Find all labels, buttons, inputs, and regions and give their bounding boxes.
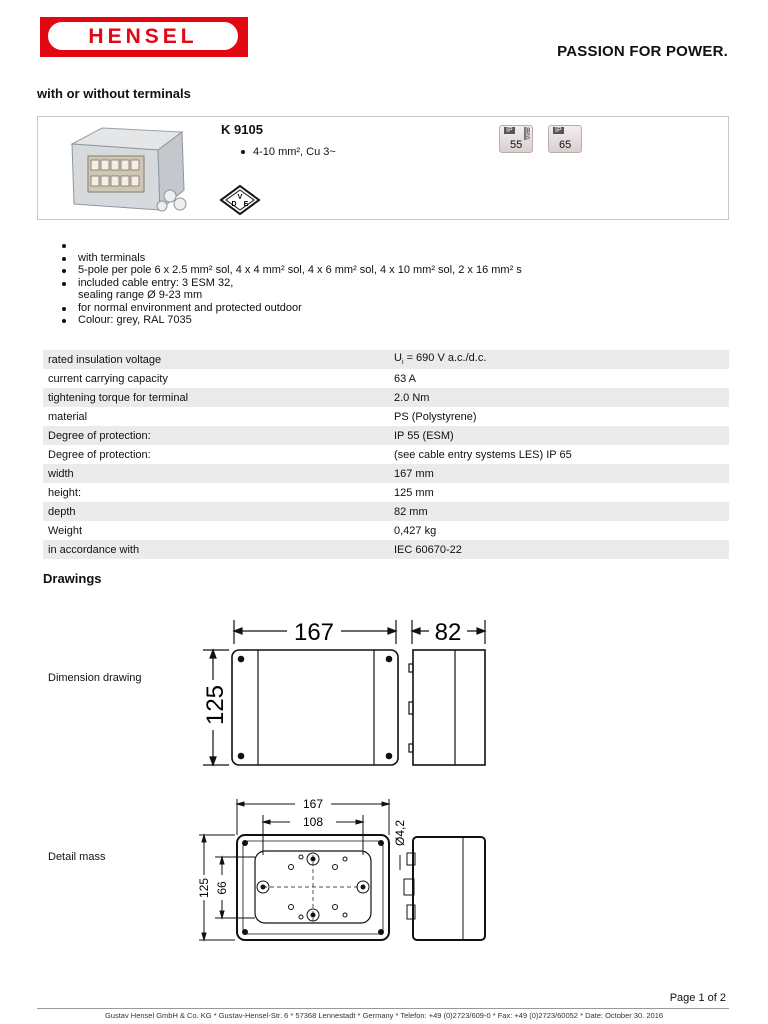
page-number: Page 1 of 2 [669, 992, 726, 1004]
spec-label: Degree of protection: [43, 426, 389, 445]
spec-value: 167 mm [394, 467, 434, 480]
spec-value-cell [389, 464, 729, 483]
spec-label: height: [48, 486, 82, 499]
spec-value: PS (Polystyrene) [394, 410, 477, 423]
spec-label: depth [43, 502, 389, 521]
ip-label: IP [506, 127, 513, 134]
spec-label: Degree of protection: [48, 448, 151, 461]
logo-pill [48, 22, 238, 50]
det-hole-value: Ø4,2 [393, 819, 407, 847]
list-item-text: for normal environment and protected outdoor [78, 301, 302, 314]
spec-label: rated insulation voltage [43, 350, 389, 369]
list-item-continuation [58, 289, 522, 302]
bullet-icon [241, 150, 245, 154]
list-item-text: included cable entry: 3 ESM 32, [78, 276, 234, 289]
spec-value: IEC 60670-22 [394, 543, 462, 556]
bullet-icon [62, 244, 66, 248]
ip65-badge-icon [548, 125, 582, 153]
spec-value-cell [389, 521, 729, 540]
dim-depth-value: 82 [434, 619, 462, 646]
spec-value-cell [389, 483, 729, 502]
esm-label: ESM [524, 127, 530, 141]
spec-value-cell [389, 407, 729, 426]
svg-text:V: V [237, 194, 243, 201]
product-feature [241, 146, 336, 158]
spec-label: width [43, 464, 389, 483]
table-row [43, 407, 729, 426]
spec-label: material [48, 410, 88, 423]
bullet-icon [62, 307, 66, 311]
dimension-drawing [195, 612, 495, 772]
table-row [43, 388, 729, 407]
bullet-icon [62, 257, 66, 261]
list-item-text: 5-pole per pole 6 x 2.5 mm² sol, 4 x 4 mm² sol, 4 x 6 mm² sol, 4 x 10 mm² sol, 2 x 16 mm² s [78, 264, 522, 276]
spec-value: 63 A [394, 372, 417, 385]
spec-value: (see cable entry systems LES) IP 65 [394, 448, 572, 461]
spec-value: 2.0 Nm [394, 391, 430, 404]
table-row [43, 445, 729, 464]
svg-text:D: D [231, 201, 237, 208]
list-item [58, 239, 522, 252]
spec-label: Weight [48, 524, 83, 537]
spec-value-cell [389, 388, 729, 407]
spec-value-prefix: U [394, 352, 402, 365]
spec-value-cell [389, 369, 729, 388]
spec-value-subscript: i [401, 359, 404, 367]
dim-width-value: 167 [293, 619, 335, 646]
spec-label: tightening torque for terminal [43, 388, 389, 407]
product-name: K 9105 [221, 122, 263, 137]
logo-text: HENSEL [88, 25, 198, 48]
table-row [43, 350, 729, 369]
spec-value: 125 mm [394, 486, 434, 499]
list-item-text: Colour: grey, RAL 7035 [78, 314, 192, 326]
detail-mass-label: Detail mass [48, 851, 106, 863]
spec-value: 0,427 kg [394, 524, 437, 537]
spec-value: IP 55 (ESM) [394, 429, 454, 442]
detail-mass-drawing [195, 795, 495, 950]
table-row [43, 540, 729, 559]
drawings-heading: Drawings [43, 571, 102, 586]
list-item [58, 314, 522, 327]
spec-label: in accordance with [43, 540, 389, 559]
table-row [43, 502, 729, 521]
spec-value-cell [389, 540, 729, 559]
bullet-icon [62, 319, 66, 323]
list-item [58, 252, 522, 265]
spec-table-body [43, 350, 729, 559]
det-inner-height-value: 66 [215, 881, 229, 895]
tagline: PASSION FOR POWER. [557, 43, 728, 60]
ip-label: IP [555, 127, 562, 134]
table-row [43, 369, 729, 388]
hensel-logo [40, 17, 248, 57]
list-item-text: with terminals [78, 251, 146, 264]
spec-label: current carrying capacity [48, 372, 168, 385]
det-height-value: 125 [197, 877, 211, 899]
table-row [43, 521, 729, 540]
table-row [43, 483, 729, 502]
bullet-icon [62, 269, 66, 273]
det-width-value: 167 [302, 797, 324, 811]
page-subtitle: with or without terminals [37, 86, 191, 101]
ip-value: 55 [510, 139, 523, 151]
dimension-drawing-label: Dimension drawing [48, 672, 142, 684]
footer-divider [37, 1008, 729, 1009]
product-photo [62, 122, 192, 214]
list-item [58, 277, 522, 290]
spec-value: 82 mm [394, 505, 428, 518]
bullet-icon [62, 282, 66, 286]
ip-value: 65 [559, 139, 572, 151]
spec-value-cell [389, 502, 729, 521]
spec-value: = 690 V a.c./d.c. [403, 352, 487, 365]
svg-text:E: E [243, 201, 249, 208]
table-row [43, 464, 729, 483]
spec-value-cell [389, 426, 729, 445]
ip55-badge-icon [499, 125, 533, 153]
vde-mark-icon [219, 184, 261, 216]
spec-value-cell [389, 445, 729, 464]
list-item [58, 264, 522, 277]
footer-address: Gustav Hensel GmbH & Co. KG * Gustav-Hensel-Str. 6 * 57368 Lennestadt * Germany * Telefon: +49 (0)2723/609-0 * Fax: +49 (0)2723/60052 * Date: October 30. 2016 [104, 1011, 664, 1020]
list-item [58, 302, 522, 315]
spec-table [43, 350, 729, 559]
product-feature-text: 4-10 mm², Cu 3~ [253, 146, 336, 158]
spec-value-cell [389, 350, 729, 369]
list-item-text: sealing range Ø 9-23 mm [78, 289, 203, 301]
feature-list [58, 239, 522, 327]
det-inner-width-value: 108 [302, 815, 324, 829]
table-row [43, 426, 729, 445]
dim-height-value: 125 [202, 684, 229, 726]
